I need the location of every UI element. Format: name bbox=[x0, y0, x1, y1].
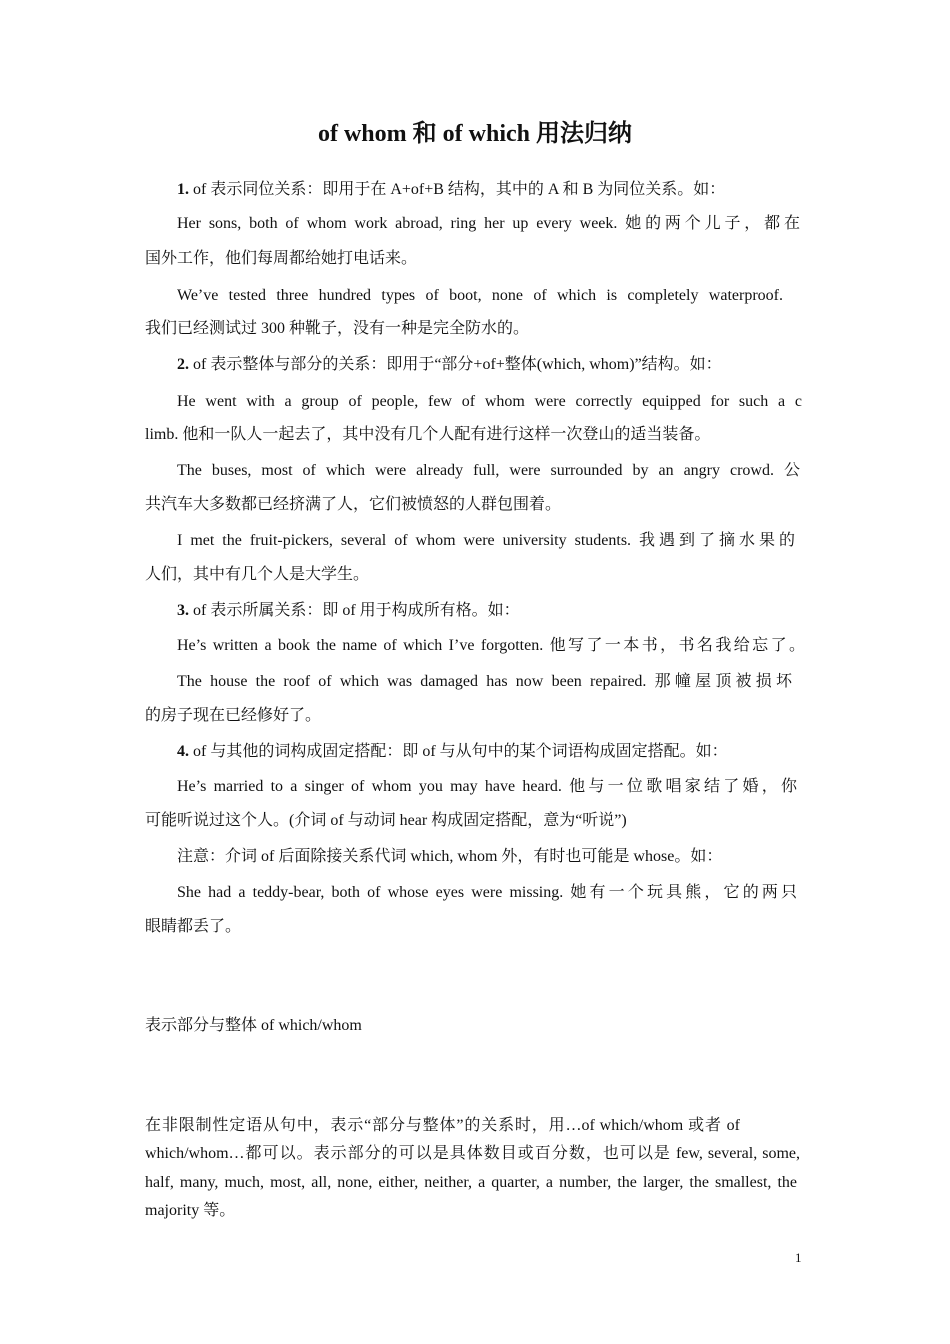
example-line: 可能听说过这个人。(介词 of 与动词 hear 构成固定搭配，意为“听说”) bbox=[145, 812, 627, 829]
section-1-heading bbox=[177, 179, 725, 201]
paragraph-line: 在非限制性定语从句中，表示“部分与整体”的关系时，用…of which/whom 或者 of bbox=[145, 1117, 740, 1134]
example-line: 眼睛都丢了。 bbox=[145, 918, 242, 935]
example-line: He’s written a book the name of which I’ve forgotten. 他写了一本书，书名我给忘了。 bbox=[177, 637, 805, 654]
example-line: I met the fruit-pickers, several of whom were university students. 我遇到了摘水果的 bbox=[177, 532, 795, 549]
section-number: 2. bbox=[177, 356, 189, 373]
section-3-heading bbox=[177, 600, 520, 622]
page-title: of whom 和 of which 用法归纳 bbox=[317, 121, 632, 147]
example-line: Her sons, both of whom work abroad, ring her up every week. 她的两个儿子，都在 bbox=[177, 215, 800, 232]
example-line: 共汽车大多数都已经挤满了人，它们被愤怒的人群包围着。 bbox=[145, 496, 562, 513]
subheading: 表示部分与整体 of which/whom bbox=[145, 1017, 362, 1034]
example-line: He went with a group of people, few of whom were correctly equipped for such a c bbox=[177, 393, 802, 410]
example-line: He’s married to a singer of whom you may have heard. 他与一位歌唱家结了婚，你 bbox=[177, 778, 797, 795]
page-number: 1 bbox=[795, 1250, 802, 1265]
example-line: 国外工作，他们每周都给她打电话来。 bbox=[145, 250, 418, 267]
section-heading-text: of 与其他的词构成固定搭配：即 of 与从句中的某个词语构成固定搭配。如： bbox=[193, 743, 728, 760]
example-line: 的房子现在已经修好了。 bbox=[145, 707, 322, 724]
paragraph-line: half, many, much, most, all, none, either, neither, a quarter, a number, the larger, the smallest, the bbox=[145, 1174, 797, 1191]
section-2-heading bbox=[177, 354, 722, 376]
example-line: limb. 他和一队人一起去了，其中没有几个人配有进行这样一次登山的适当装备。 bbox=[145, 426, 711, 443]
section-4-heading bbox=[177, 741, 728, 763]
example-line: The house the roof of which was damaged has now been repaired. 那幢屋顶被损坏 bbox=[177, 673, 792, 690]
section-heading-text: of 表示整体与部分的关系：即用于“部分+of+整体(which, whom)”结构。如： bbox=[193, 356, 722, 373]
example-line: 我们已经测试过 300 种靴子，没有一种是完全防水的。 bbox=[145, 320, 530, 337]
paragraph-line: majority 等。 bbox=[145, 1202, 236, 1219]
section-number: 3. bbox=[177, 602, 189, 619]
section-number: 1. bbox=[177, 181, 189, 198]
example-line: We’ve tested three hundred types of boot, none of which is completely waterproof. bbox=[177, 287, 783, 304]
example-line: 人们，其中有几个人是大学生。 bbox=[145, 566, 370, 583]
note-text: 注意：介词 of 后面除接关系代词 which, whom 外，有时也可能是 whose。如： bbox=[177, 848, 723, 865]
example-line: She had a teddy-bear, both of whose eyes were missing. 她有一个玩具熊，它的两只 bbox=[177, 884, 797, 901]
section-heading-text: of 表示所属关系：即 of 用于构成所有格。如： bbox=[193, 602, 520, 619]
section-number: 4. bbox=[177, 743, 189, 760]
example-line: The buses, most of which were already full, were surrounded by an angry crowd. 公 bbox=[177, 462, 800, 479]
paragraph-line: which/whom…都可以。表示部分的可以是具体数目或百分数，也可以是 few, several, some, bbox=[145, 1145, 800, 1162]
section-heading-text: of 表示同位关系：即用于在 A+of+B 结构，其中的 A 和 B 为同位关系。如： bbox=[193, 181, 726, 198]
